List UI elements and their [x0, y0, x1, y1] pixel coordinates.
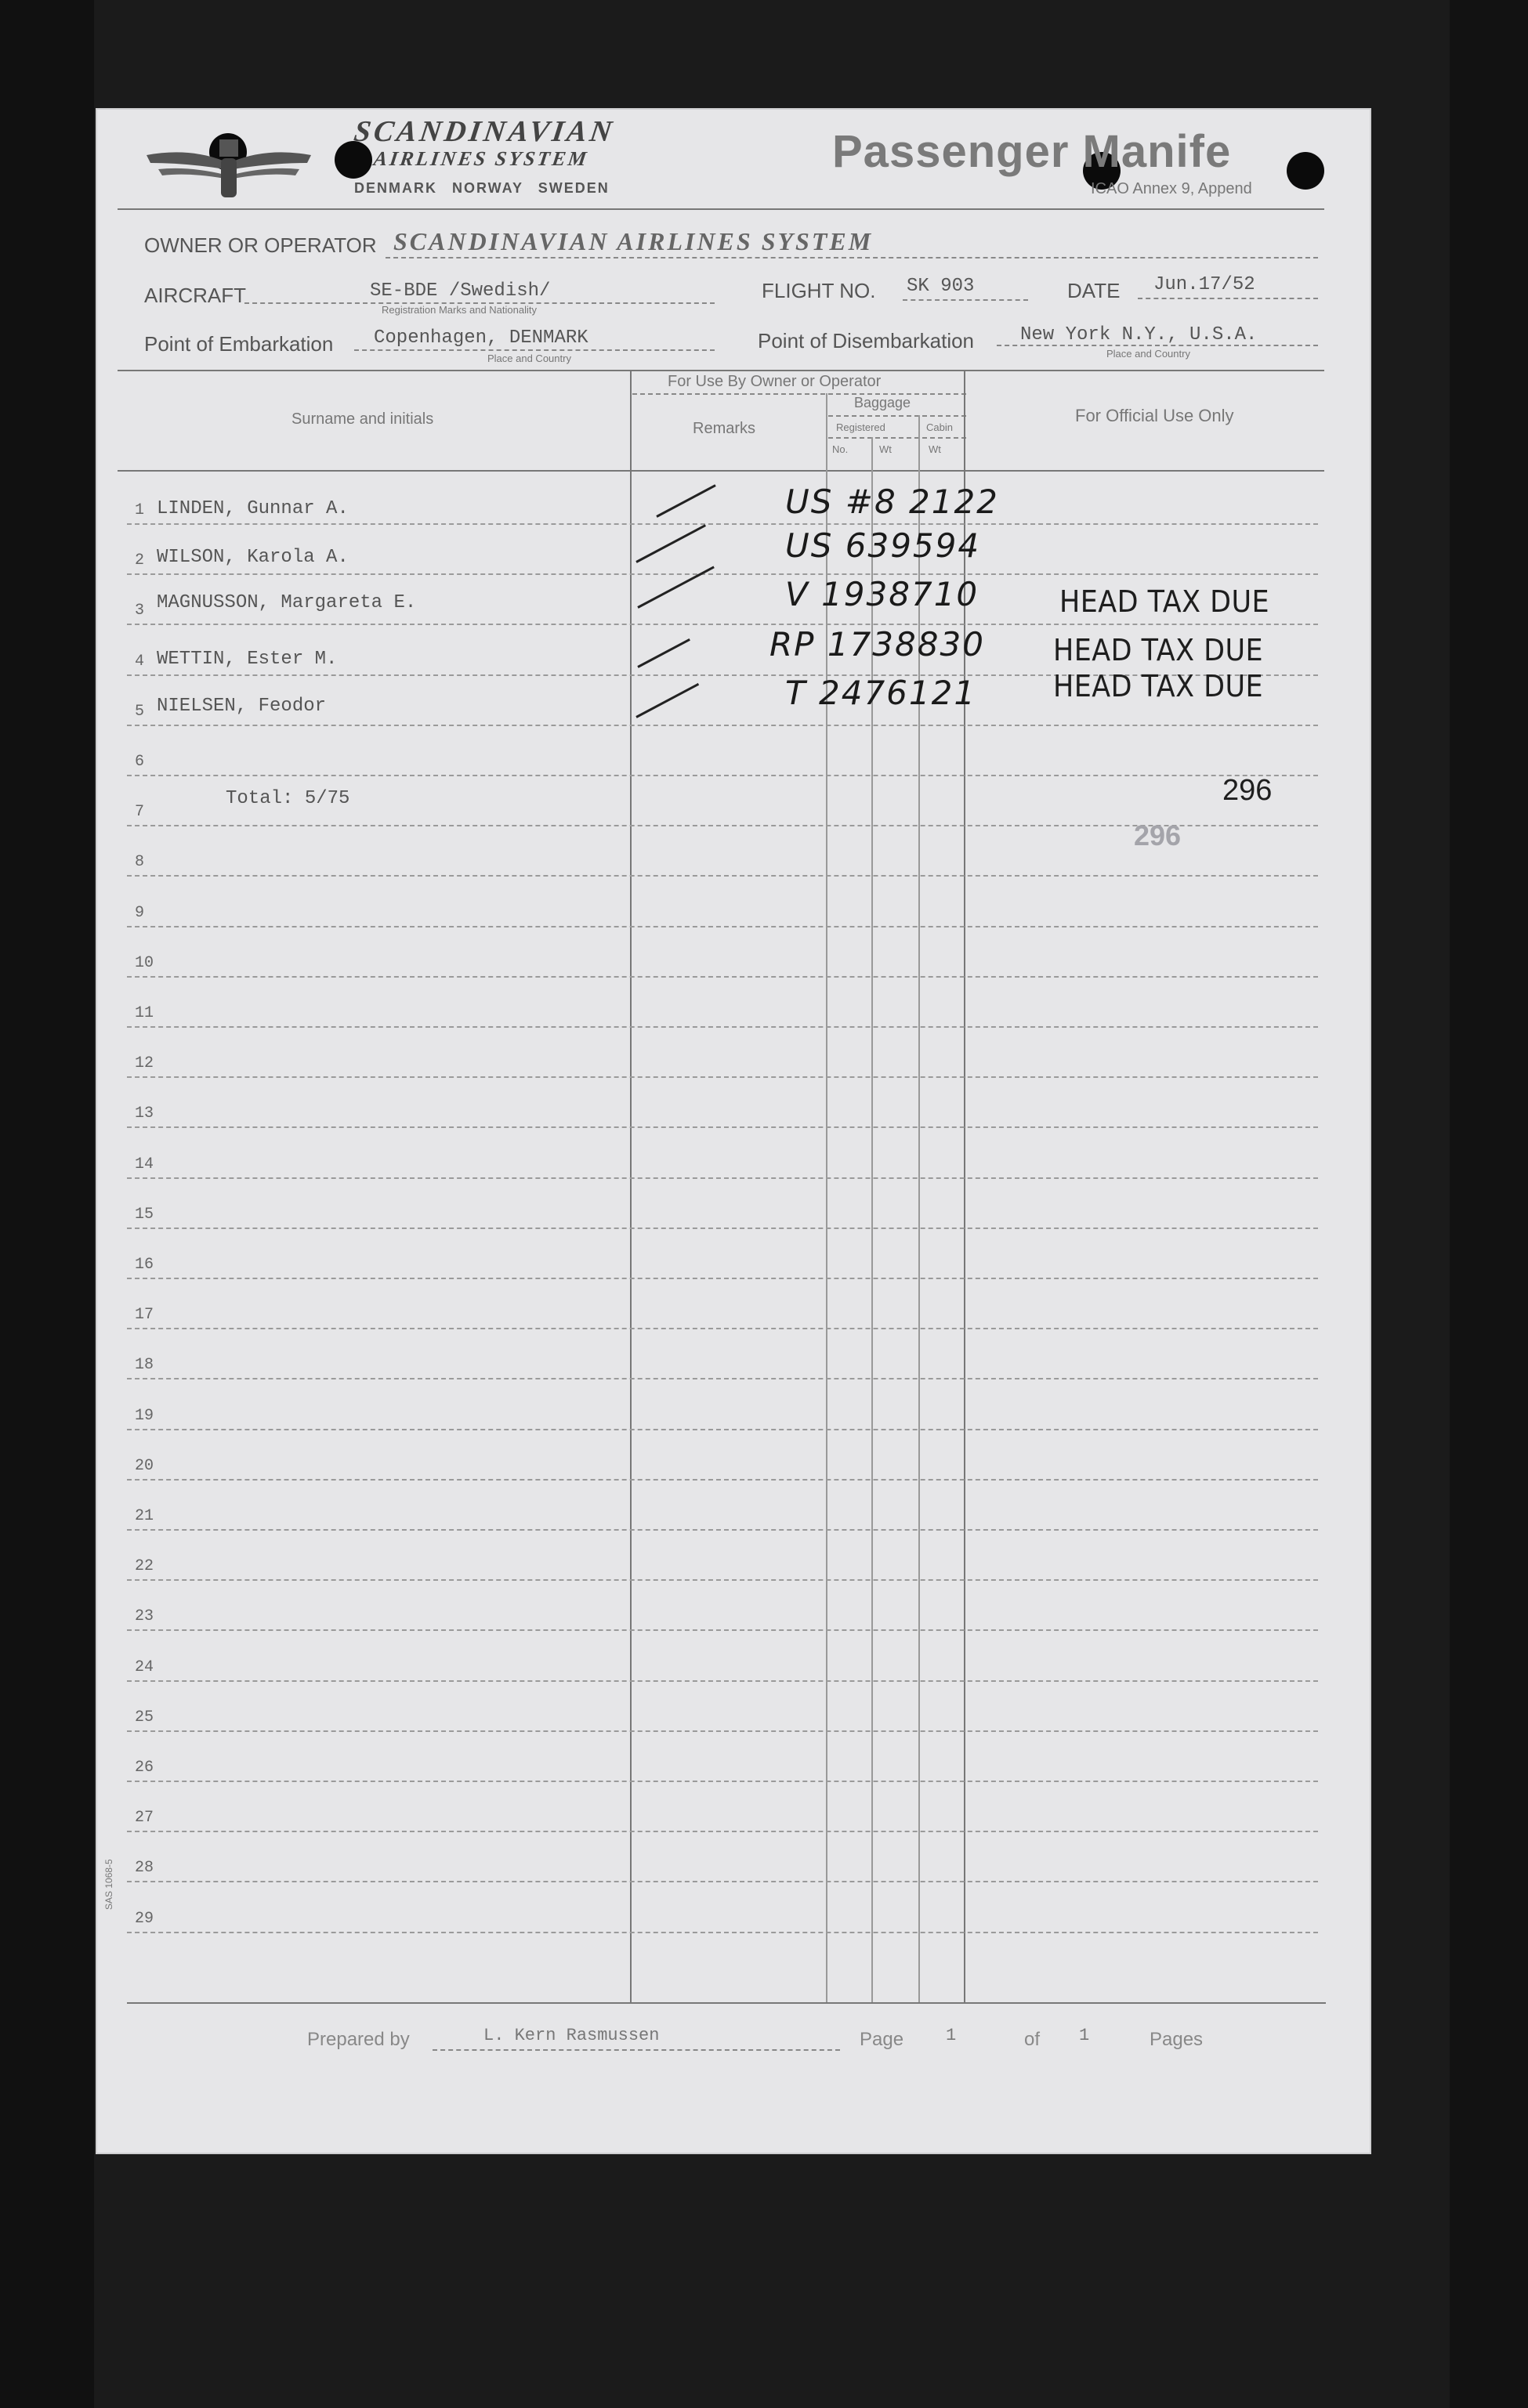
row-line [127, 1932, 1318, 1933]
divider [127, 2002, 1326, 2004]
column-header-owner-use: For Use By Owner or Operator [668, 373, 882, 390]
column-divider [871, 437, 873, 2002]
disembark-value: New York N.Y., U.S.A. [1020, 324, 1258, 345]
divider [118, 370, 1324, 371]
column-header-wt: Wt [879, 443, 892, 455]
row-number: 13 [135, 1105, 154, 1123]
aircraft-value: SE-BDE /Swedish/ [370, 280, 551, 302]
row-number: 18 [135, 1356, 154, 1375]
check-mark-icon [637, 638, 690, 668]
row-line [127, 1177, 1318, 1179]
row-number: 29 [135, 1909, 154, 1928]
passenger-remark: T 2476121 [785, 674, 977, 712]
total-count: Total: 5/75 [226, 788, 350, 809]
row-line [127, 523, 1318, 525]
date-label: DATE [1067, 279, 1121, 302]
row-line [127, 1126, 1318, 1128]
passenger-remark: US 639594 [785, 526, 981, 565]
field-line [386, 257, 1318, 259]
row-number: 9 [135, 903, 145, 922]
column-header-baggage: Baggage [854, 395, 911, 410]
row-number: 8 [135, 853, 145, 872]
row-line [127, 573, 1318, 575]
row-number: 6 [135, 753, 145, 771]
row-number: 26 [135, 1759, 154, 1777]
row-number: 10 [135, 953, 154, 972]
passenger-name: MAGNUSSON, Margareta E. [157, 592, 417, 613]
manifest-document [96, 108, 1371, 2154]
row-number: 21 [135, 1507, 154, 1525]
row-line [127, 1730, 1318, 1732]
row-line [127, 976, 1318, 978]
field-line [244, 302, 715, 304]
row-line [127, 1881, 1318, 1882]
check-mark-icon [635, 683, 699, 718]
row-number: 4 [135, 652, 145, 671]
row-number: 5 [135, 702, 145, 721]
divider [118, 208, 1324, 210]
field-line [354, 349, 715, 351]
row-line [127, 1479, 1318, 1481]
airline-countries: DENMARK NORWAY SWEDEN [354, 180, 610, 196]
divider [828, 437, 966, 439]
divider [118, 470, 1324, 472]
airline-subtitle: AIRLINES SYSTEM [372, 147, 591, 170]
column-header-remarks: Remarks [693, 420, 756, 437]
row-number: 2 [135, 551, 145, 570]
passenger-remark: V 1938710 [785, 575, 979, 613]
column-header-name: Surname and initials [291, 410, 434, 428]
official-number: 296 [1222, 774, 1273, 807]
row-number: 22 [135, 1557, 154, 1576]
passenger-name: WETTIN, Ester M. [157, 649, 338, 670]
head-tax-stamp: HEAD TAX DUE [1059, 584, 1270, 619]
pages-label: Pages [1150, 2029, 1204, 2050]
column-divider [630, 371, 632, 2002]
field-line [1138, 298, 1318, 299]
row-number: 17 [135, 1306, 154, 1325]
row-line [127, 1076, 1318, 1078]
passenger-remark: US #8 2122 [785, 483, 999, 521]
passenger-name: WILSON, Karola A. [157, 547, 349, 568]
scan-border-left [0, 0, 94, 2408]
row-number: 1 [135, 501, 145, 519]
row-line [127, 875, 1318, 877]
page-value: 1 [946, 2026, 957, 2045]
divider [632, 393, 966, 395]
embark-value: Copenhagen, DENMARK [374, 327, 588, 349]
row-line [127, 1378, 1318, 1379]
row-line [127, 1328, 1318, 1329]
punch-hole [1287, 152, 1324, 190]
row-number: 25 [135, 1708, 154, 1726]
check-mark-icon [637, 566, 715, 609]
row-line [127, 775, 1318, 776]
page-label: Page [860, 2029, 904, 2050]
column-header-official: For Official Use Only [1075, 406, 1234, 425]
passenger-name: NIELSEN, Feodor [157, 696, 327, 717]
field-line [997, 345, 1318, 346]
airline-wings-logo-icon [143, 132, 315, 202]
embark-caption: Place and Country [487, 353, 571, 364]
owner-label: OWNER OR OPERATOR [144, 233, 377, 257]
aircraft-label: AIRCRAFT [144, 284, 246, 307]
row-line [127, 926, 1318, 927]
embark-label: Point of Embarkation [144, 332, 334, 356]
row-number: 15 [135, 1205, 154, 1224]
row-number: 28 [135, 1859, 154, 1878]
row-line [127, 624, 1318, 625]
row-line [127, 1781, 1318, 1782]
head-tax-stamp: HEAD TAX DUE [1053, 669, 1264, 703]
icao-reference: ICAO Annex 9, Append [1091, 180, 1252, 197]
field-line [903, 299, 1028, 301]
row-line [127, 1026, 1318, 1028]
disembark-caption: Place and Country [1106, 348, 1190, 360]
passenger-remark: RP 1738830 [769, 625, 985, 663]
divider [828, 415, 966, 417]
column-header-no: No. [832, 443, 849, 455]
column-header-registered: Registered [836, 421, 885, 433]
row-number: 16 [135, 1256, 154, 1274]
flight-value: SK 903 [907, 276, 975, 297]
row-number: 3 [135, 602, 145, 620]
check-mark-icon [656, 484, 715, 518]
row-line [127, 725, 1318, 726]
check-mark-icon [635, 524, 706, 563]
form-number: SAS 1068-5 [103, 1859, 114, 1910]
column-header-cabin: Cabin [926, 421, 953, 433]
row-number: 7 [135, 803, 145, 822]
column-header-cabin-wt: Wt [929, 443, 941, 455]
row-line [127, 1228, 1318, 1229]
row-number: 11 [135, 1004, 154, 1022]
row-number: 12 [135, 1054, 154, 1073]
of-label: of [1024, 2029, 1041, 2050]
airline-name: SCANDINAVIAN [352, 115, 617, 148]
owner-value: SCANDINAVIAN AIRLINES SYSTEM [393, 227, 874, 255]
of-value: 1 [1079, 2026, 1090, 2045]
date-value: Jun.17/52 [1153, 274, 1255, 295]
passenger-name: LINDEN, Gunnar A. [157, 498, 349, 519]
row-number: 27 [135, 1809, 154, 1828]
row-line [127, 1680, 1318, 1682]
column-divider [964, 371, 965, 2002]
row-line [127, 1278, 1318, 1279]
disembark-label: Point of Disembarkation [758, 329, 975, 353]
row-number: 19 [135, 1406, 154, 1425]
prepared-by-label: Prepared by [307, 2029, 410, 2050]
row-line [127, 1529, 1318, 1531]
row-line [127, 1429, 1318, 1430]
flight-label: FLIGHT NO. [762, 279, 876, 302]
scan-border-right [1450, 0, 1528, 2408]
prepared-by-value: L. Kern Rasmussen [483, 2026, 660, 2045]
aircraft-caption: Registration Marks and Nationality [382, 304, 537, 316]
row-line [127, 1629, 1318, 1631]
row-line [127, 1579, 1318, 1581]
row-number: 24 [135, 1658, 154, 1676]
document-title: Passenger Manife [832, 126, 1232, 177]
field-line [433, 2049, 840, 2051]
head-tax-stamp: HEAD TAX DUE [1053, 633, 1264, 667]
row-number: 23 [135, 1607, 154, 1626]
official-number-faint: 296 [1134, 819, 1182, 851]
row-line [127, 1831, 1318, 1832]
row-number: 20 [135, 1456, 154, 1475]
row-number: 14 [135, 1155, 154, 1173]
